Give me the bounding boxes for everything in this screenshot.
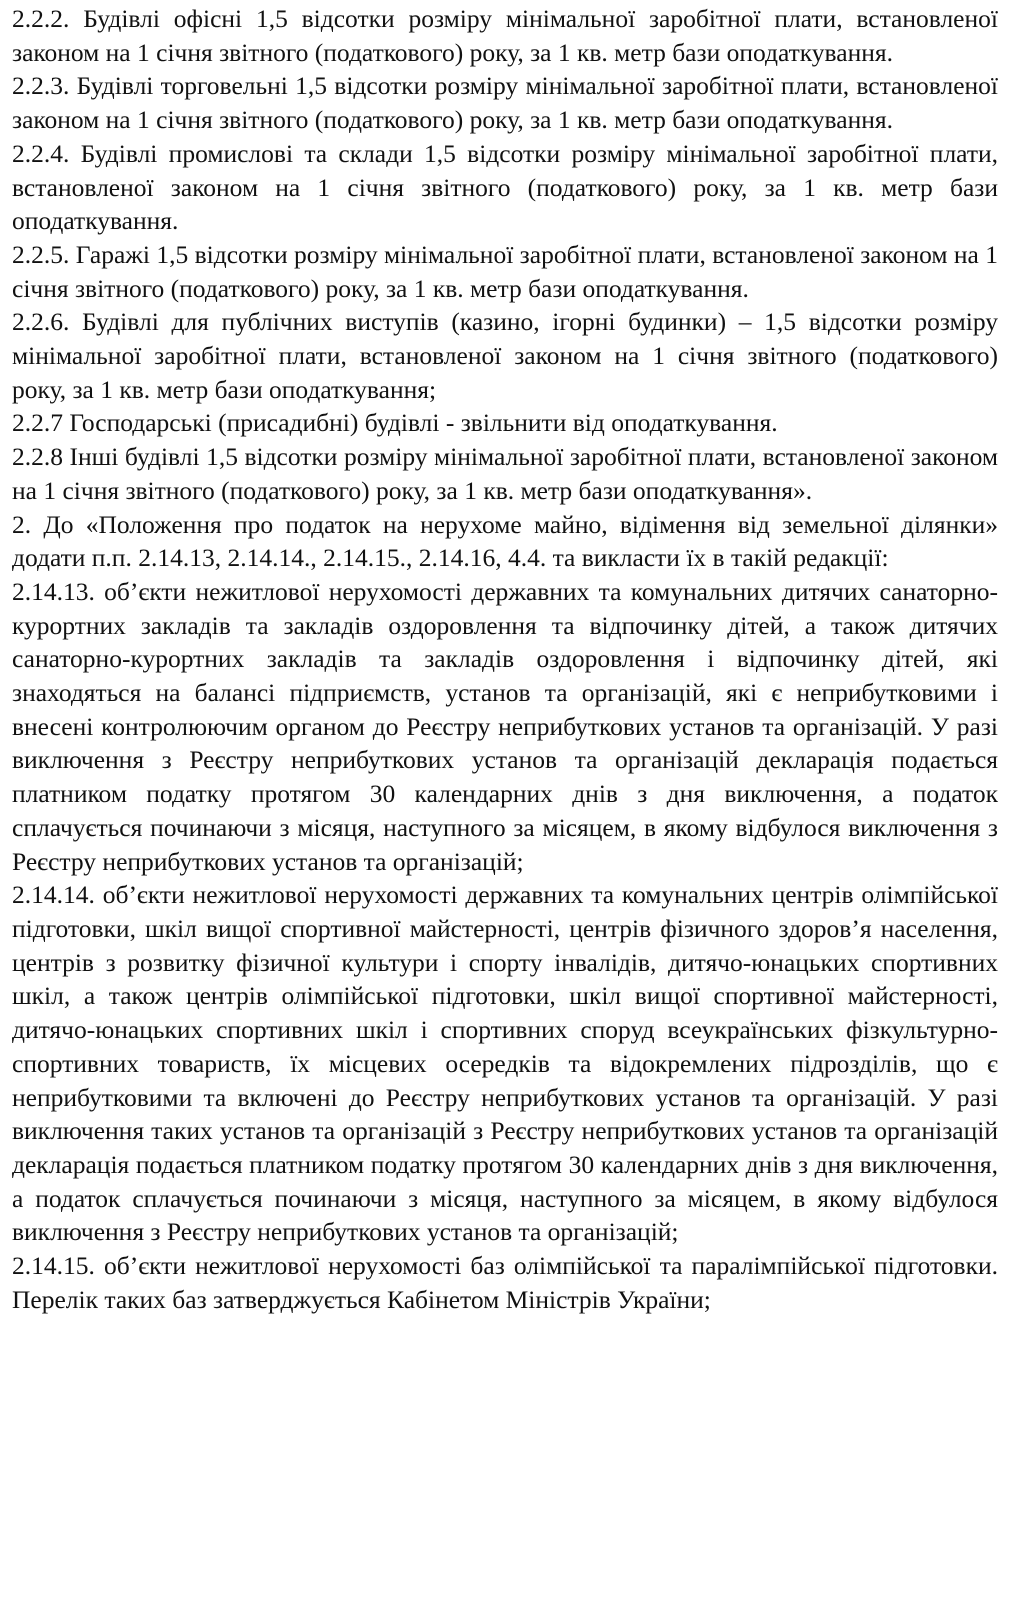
paragraph-2-14-13: 2.14.13. об’єкти нежитлової нерухомості державних та комунальних дитячих санаторно-курортних закладів та закладів оздоровлення та відпочинку дітей, а також дитячих санаторно-курортних закладів та закладів оздоровлення і відпочинку дітей, які знаходяться на балансі підприємств, установ та організацій, які є неприбутковими і внесені контролюючим органом до Реєстру неприбуткових установ та організацій. У разі виключення з Реєстру неприбуткових установ та організацій декларація подається платником податку протягом 30 календарних днів з дня виключення, а податок сплачується починаючи з місяця, наступного за місяцем, в якому відбулося виключення з Реєстру неприбуткових установ та організацій; bbox=[12, 576, 998, 876]
paragraph-2-2-2: 2.2.2. Будівлі офісні 1,5 відсотки розміру мінімальної заробітної плати, встановленої законом на 1 січня звітного (податкового) року, за 1 кв. метр бази оподаткування. bbox=[12, 4, 998, 67]
paragraph-2-14-15: 2.14.15. об’єкти нежитлової нерухомості баз олімпійської та паралімпійської підготовки. Перелік таких баз затверджується Кабінетом Міністрів України; bbox=[12, 1251, 998, 1314]
paragraph-2-2-7: 2.2.7 Господарські (присадибні) будівлі - звільнити від оподаткування. bbox=[12, 408, 778, 438]
paragraph-2-2-6: 2.2.6. Будівлі для публічних виступів (казино, ігорні будинки) – 1,5 відсотки розміру мінімальної заробітної плати, встановленої законом на 1 січня звітного (податкового) року, за 1 кв. метр бази оподаткування; bbox=[12, 307, 998, 404]
paragraph-2-2-8: 2.2.8 Інші будівлі 1,5 відсотки розміру мінімальної заробітної плати, встановленої законом на 1 січня звітного (податкового) року, за 1 кв. метр бази оподаткування». bbox=[12, 442, 998, 505]
paragraph-2-2-5: 2.2.5. Гаражі 1,5 відсотки розміру мінімальної заробітної плати, встановленої законом на 1 січня звітного (податкового) року, за 1 кв. метр бази оподаткування. bbox=[12, 239, 998, 303]
paragraph-2-2-3: 2.2.3. Будівлі торговельні 1,5 відсотки розміру мінімальної заробітної плати, встановленої законом на 1 січня звітного (податкового) року, за 1 кв. метр бази оподаткування. bbox=[12, 71, 998, 135]
paragraph-2-14-14: 2.14.14. об’єкти нежитлової нерухомості державних та комунальних центрів олімпійської підготовки, шкіл вищої спортивної майстерності, центрів фізичного здоров’я населення, центрів з розвитку фізичної культури і спорту інвалідів, дитячо-юнацьких спортивних шкіл, а також центрів олімпійської підготовки, шкіл вищої спортивної майстерності, дитячо-юнацьких спортивних шкіл і спортивних споруд всеукраїнських фізкультурно-спортивних товариств, їх місцевих осередків та відокремлених підрозділів, що є неприбутковими та включені до Реєстру неприбуткових установ та організацій. У разі виключення таких установ та організацій з Реєстру неприбуткових установ та організацій декларація подається платником податку протягом 30 календарних днів з дня виключення, а податок сплачується починаючи з місяця, наступного за місяцем, в якому відбулося виключення з Реєстру неприбуткових установ та організацій; bbox=[12, 880, 998, 1247]
paragraph-section-2: 2. До «Положення про податок на нерухоме майно, відімення від земельної ділянки» додати п.п. 2.14.13, 2.14.14., 2.14.15., 2.14.16, 4.4. та викласти їх в такій редакції: bbox=[12, 509, 998, 573]
paragraph-2-2-4: 2.2.4. Будівлі промислові та склади 1,5 відсотки розміру мінімальної заробітної плати, встановленої законом на 1 січня звітного (податкового) року, за 1 кв. метр бази оподаткування. bbox=[12, 138, 998, 236]
